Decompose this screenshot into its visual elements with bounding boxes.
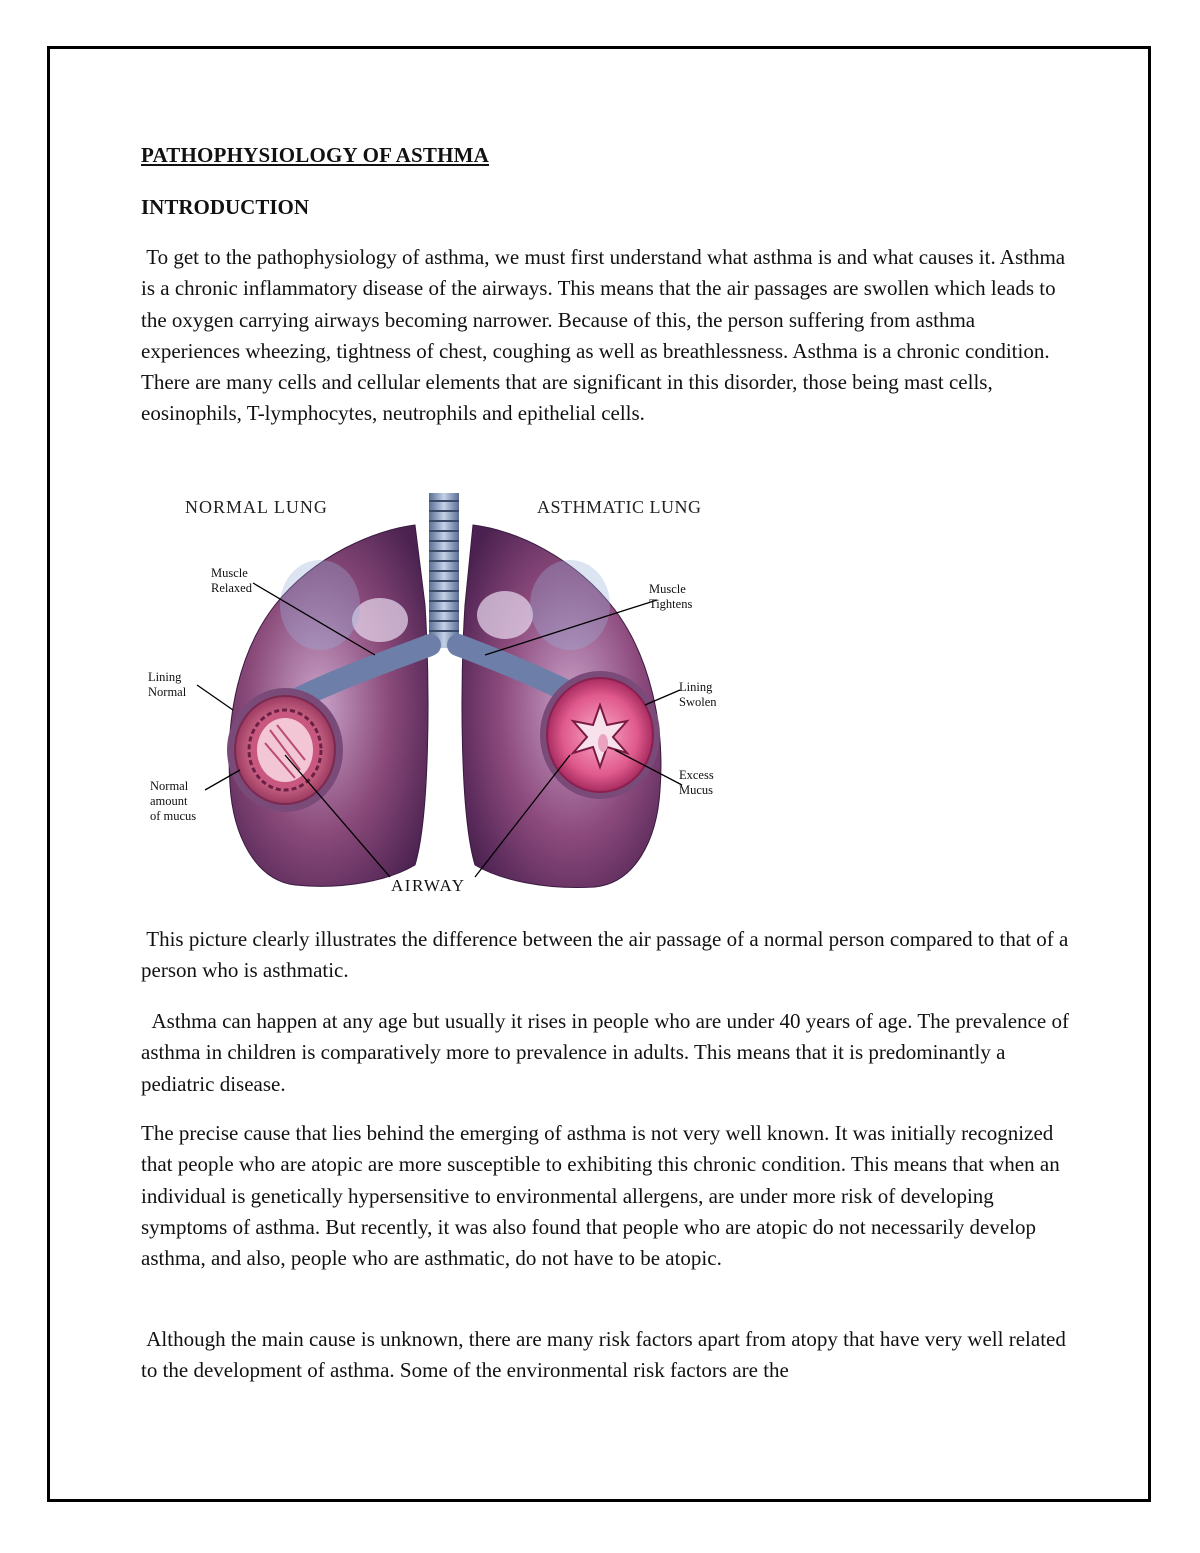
excess-mucus-label: Mucus (679, 783, 714, 797)
excess-mucus-label: Excess (679, 768, 714, 782)
paragraph: Asthma can happen at any age but usually it rises in people who are under 40 years of age. The prevalence of asthma in children is comparatively more to prevalence in adults. This means that it is predominantly a pediatric disease. (141, 1009, 1075, 1096)
paragraph: This picture clearly illustrates the difference between the air passage of a normal person compared to that of a person who is asthmatic. (141, 927, 1074, 983)
lining-swolen-label: Lining (679, 680, 713, 694)
muscle-relaxed-label: Relaxed (211, 581, 252, 595)
airway-label: AIRWAY (391, 876, 466, 895)
normal-mucus-label: of mucus (150, 809, 197, 823)
normal-mucus-label: Normal (150, 779, 189, 793)
normal-mucus-label: amount (150, 794, 188, 808)
normal-airway-cross-section (227, 688, 343, 812)
paragraph: The precise cause that lies behind the emerging of asthma is not very well known. It was initially recognized that people who are atopic are more susceptible to exhibiting this chronic condition. This means that when an individual is genetically hypersensitive to environmental allergens, are under more risk of developing symptoms of asthma. But recently, it was also found that people who are atopic do not necessarily develop asthma, and also, people who are asthmatic, do not have to be atopic. (141, 1121, 1065, 1271)
paragraph: To get to the pathophysiology of asthma, we must first understand what asthma is and what causes it. Asthma is a chronic inflammatory disease of the airways. This means that the air passages are swollen which leads to the oxygen carrying airways becoming narrower. Because of this, the person suffering from asthma experiences wheezing, tightness of chest, coughing as well as breathlessness. Asthma is a chronic condition. There are many cells and cellular elements that are significant in this disorder, those being mast cells, eosinophils, T-lymphocytes, neutrophils and epithelial cells. (141, 245, 1071, 426)
trachea (429, 493, 459, 648)
lining-normal-label: Lining (148, 670, 182, 684)
muscle-relaxed-label: Muscle (211, 566, 248, 580)
asthmatic-lung-label: ASTHMATIC LUNG (537, 497, 702, 517)
alveoli-cluster (477, 591, 533, 639)
section-heading: INTRODUCTION (141, 195, 310, 219)
lung-highlight (280, 560, 360, 650)
lung-illustration (145, 485, 725, 895)
lining-swolen-label: Swolen (679, 695, 717, 709)
asthmatic-airway-cross-section (540, 671, 660, 799)
paragraph: Although the main cause is unknown, there are many risk factors apart from atopy that have very well related to the development of asthma. Some of the environmental risk factors are the (141, 1327, 1072, 1383)
muscle-tightens-label: Muscle (649, 582, 686, 596)
document-title: PATHOPHYSIOLOGY OF ASTHMA (141, 143, 490, 167)
muscle-tightens-label: Tightens (649, 597, 693, 611)
normal-lung-label: NORMAL LUNG (185, 497, 328, 517)
alveoli-cluster (352, 598, 408, 642)
lung-illustration-svg (145, 485, 725, 895)
lining-normal-label: Normal (148, 685, 187, 699)
